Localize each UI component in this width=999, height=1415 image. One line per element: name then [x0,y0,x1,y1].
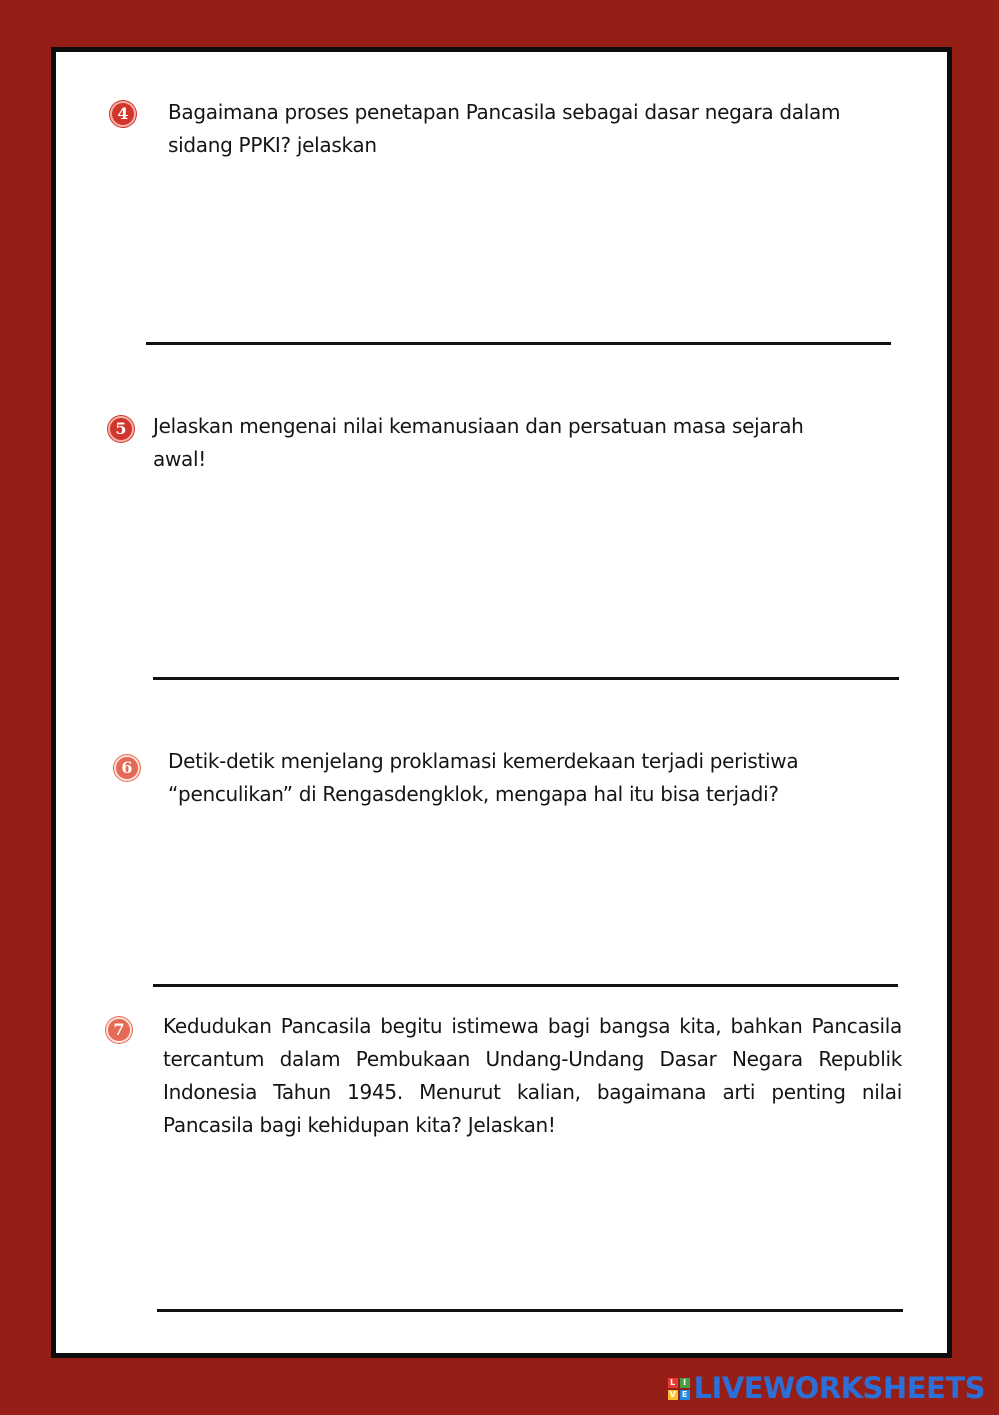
question-text: Jelaskan mengenai nilai kemanusiaan dan persatuan masa sejarah awal! [153,414,804,471]
logo-letter: L [668,1378,678,1388]
question-number-badge: 4 [110,101,136,127]
question-text: Bagaimana proses penetapan Pancasila sebagai dasar negara dalam sidang PPKI? jelaskan [168,100,841,157]
logo-letter: I [680,1378,690,1388]
question-text: Kedudukan Pancasila begitu istimewa bagi bangsa kita, bahkan Pancasila tercantum dalam Pembukaan Undang-Undang Dasar Negara Republik Indonesia Tahun 1945. Menurut kalian, bagaimana arti penting nilai Pancasila bagi kehidupan kita? Jelaskan! [163,1014,902,1137]
worksheet-page [51,47,952,1358]
question-number-badge: 6 [114,755,140,781]
question-text: Detik-detik menjelang proklamasi kemerdekaan terjadi peristiwa “penculikan” di Rengasdengklok, mengapa hal itu bisa terjadi? [168,749,799,806]
answer-line[interactable] [153,677,899,680]
answer-line[interactable] [146,342,891,345]
answer-line[interactable] [157,1309,903,1312]
liveworksheets-logo-icon [668,1378,690,1400]
question-number-badge: 7 [106,1017,132,1043]
logo-letter: V [669,1389,676,1399]
answer-line[interactable] [153,984,898,987]
brand-name: LIVEWORKSHEETS [693,1371,985,1405]
logo-letter: E [680,1390,690,1400]
liveworksheets-branding[interactable] [668,1371,985,1405]
question-number-badge: 5 [108,416,134,442]
